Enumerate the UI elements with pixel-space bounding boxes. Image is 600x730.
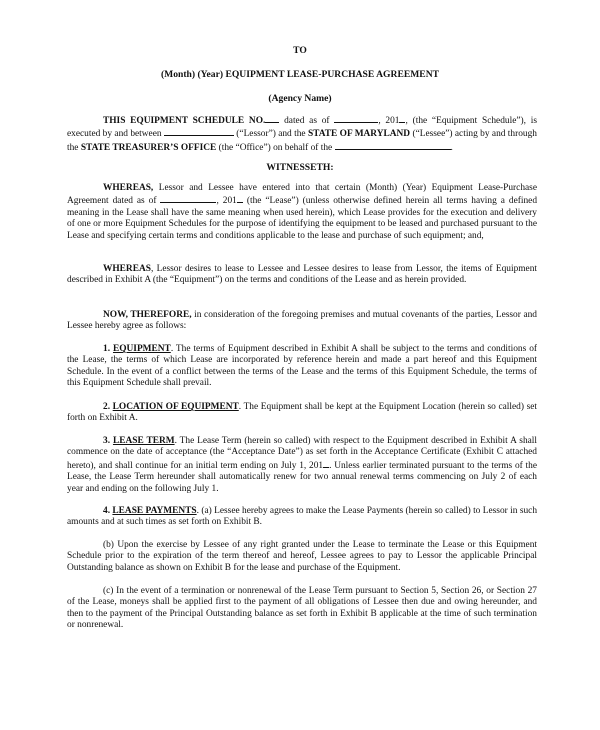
section-3-heading: LEASE TERM [112,436,175,446]
now-therefore-paragraph: NOW, THEREFORE, in consideration of the foregoing premises and mutual covenants of the parties, Lessor and Lessee hereby agree as follows: [67,310,537,332]
schedule-no-blank[interactable] [265,114,279,123]
office-name: STATE TREASURER’S OFFICE [80,142,217,153]
to-heading: TO [293,45,307,56]
on-behalf-blank[interactable] [335,141,451,150]
section-4-heading: LEASE PAYMENTS [112,506,197,516]
state-name: STATE OF MARYLAND [307,129,411,140]
section-3-lease-term: 3. LEASE TERM. The Lease Term (herein so called) with respect to the Equipment described in Exhibit A shall commence on the date of acceptance (the “Acceptance Date”) as set forth in the Acceptance Certificate (Exhibit C attached hereto), and shall continue for an initial term ending on July 1, 201 . Unless earlier terminated pursuant to the terms of the Lease, the Lease Term hereunder shall automatically renew for two annual renewal terms commencing on July 2 of each year and ending on the following July 1. [67,436,538,494]
schedule-no-label: THIS EQUIPMENT SCHEDULE NO. [103,116,266,126]
section-4c-paragraph: (c) In the event of a termination or nonrenewal of the Lease Term pursuant to Section 5, Section 26, or Section 27 of the Lease, moneys shall be applied first to the payment of all obligations of Lessee then due and owing hereunder, and then to the payment of the Principal Outstanding balance as set forth in Exhibit B applicable at the time of such termination or nonrenewal. [67,586,537,631]
lease-date-blank[interactable] [160,194,216,203]
agreement-title: (Month) (Year) EQUIPMENT LEASE-PURCHASE AGREEMENT [160,69,440,80]
date-blank[interactable] [334,114,378,123]
section-4-lease-payments: 4. LEASE PAYMENTS. (a) Lessee hereby agrees to make the Lease Payments (herein so called) to Lessor in such amounts and at such times as set forth on Exhibit B. [67,506,538,528]
intro-paragraph: THIS EQUIPMENT SCHEDULE NO. dated as of , 201 , (the “Equipment Schedule”), is executed by and between (“Lessor”) and the STATE OF MARYLAND (“Lessee”) acting by and through the STATE TREASURER’S OFFICE (the “Office”) on behalf of the . [67,116,537,153]
witnesseth-heading: WITNESSETH: [266,162,334,173]
lessor-blank[interactable] [164,127,234,136]
section-1-heading: EQUIPMENT [112,344,171,354]
whereas-paragraph-2: WHEREAS, Lessor desires to lease to Lessee and Lessee desires to lease from Lessor, the items of Equipment described in Exhibit A (the “Equipment”) on the terms and conditions of the Lease and as herein provided. [67,264,537,286]
section-1-equipment: 1. EQUIPMENT. The terms of Equipment described in Exhibit A shall be subject to the terms and conditions of the Lease, the terms of which Lease are incorporated by reference herein and made a part hereof and this Equipment Schedule. In the event of a conflict between the terms of the Lease and the terms of this Equipment Schedule, the terms of this Equipment Schedule shall prevail. [67,344,538,389]
section-4b-paragraph: (b) Upon the exercise by Lessee of any right granted under the Lease to terminate the Lease or this Equipment Schedule prior to the expiration of the term thereof and hereof, Lessee agrees to pay to Lessor the applicable Principal Outstanding balance as shown on Exhibit B for the lease and purchase of the Equipment. [67,540,537,573]
section-2-location: 2. LOCATION OF EQUIPMENT. The Equipment shall be kept at the Equipment Location (herein so called) set forth on Exhibit A. [67,402,538,424]
section-2-heading: LOCATION OF EQUIPMENT [112,402,239,412]
whereas-paragraph-1: WHEREAS, Lessor and Lessee have entered into that certain (Month) (Year) Equipment Lease-Purchase Agreement dated as of , 201 (the “Lease”) (unless otherwise defined herein all terms having a defined meaning in the Lease shall have the same meaning when used herein), which Lease provides for the execution and delivery of one or more Equipment Schedules for the purpose of identifying the equipment to be leased and purchased pursuant to the Lease and specifying certain terms and conditions applicable to the lease and purchase of such equipment; and, [67,183,538,241]
agency-name: (Agency Name) [268,93,332,104]
